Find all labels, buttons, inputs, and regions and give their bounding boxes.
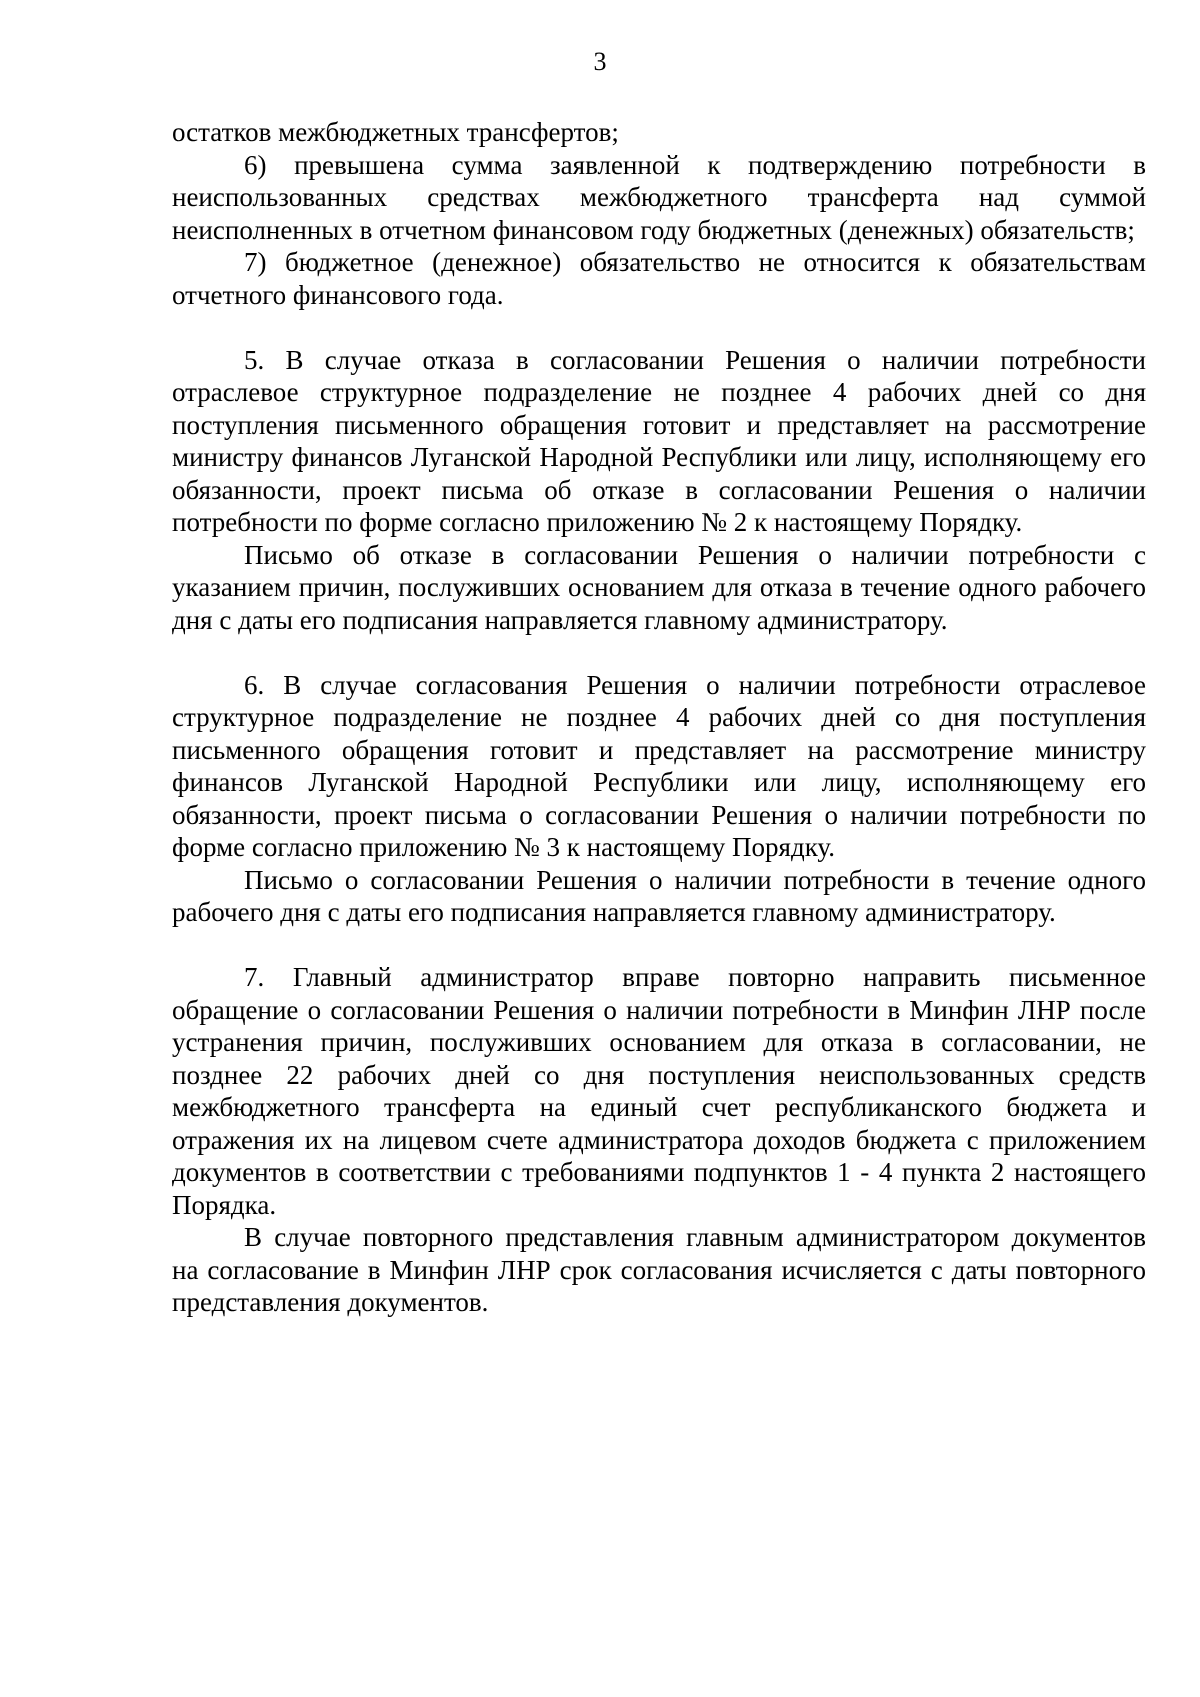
paragraph-section-7: 7. Главный администратор вправе повторно направить письменное обращение о согласовании Решения о наличии потребности в Минфин ЛНР после устранения причин, послуживших основанием для отказа в согласовании, не позднее 22 рабочих дней со дня поступления неиспользованных средств межбюджетного трансферта на единый счет республиканского бюджета и отражения их на лицевом счете администратора доходов бюджета с приложением документов в соответствии с требованиями подпунктов 1 - 4 пункта 2 настоящего Порядка. [172,962,1146,1220]
paragraph-section-7-resubmission: В случае повторного представления главным администратором документов на согласование в Минфин ЛНР срок согласования исчисляется с даты повторного представления документов. [172,1222,1146,1317]
document-body [172,116,1146,1319]
page-number: 3 [593,47,607,76]
paragraph-section-5: 5. В случае отказа в согласовании Решения о наличии потребности отраслевое структурное подразделение не позднее 4 рабочих дней со дня поступления письменного обращения готовит и представляет на рассмотрение министру финансов Луганской Народной Республики или лицу, исполняющему его обязанности, проект письма об отказе в согласовании Решения о наличии потребности по форме согласно приложению № 2 к настоящему Порядку. [172,344,1146,537]
paragraph-section-5-refusal-letter: Письмо об отказе в согласовании Решения о наличии потребности с указанием причин, послуживших основанием для отказа в течение одного рабочего дня с даты его подписания направляется главному администратору. [172,539,1146,635]
paragraph-item-7: 7) бюджетное (денежное) обязательство не относится к обязательствам отчетного финансового года. [172,247,1146,310]
paragraph-item-6: 6) превышена сумма заявленной к подтверждению потребности в неиспользованных средствах межбюджетного трансферта над суммой неисполненных в отчетном финансовом году бюджетных (денежных) обязательств; [172,149,1146,245]
paragraph-section-6-approval-letter: Письмо о согласовании Решения о наличии потребности в течение одного рабочего дня с даты его подписания направляется главному администратору. [172,864,1146,927]
paragraph-continuation: остатков межбюджетных трансфертов; [172,117,619,147]
paragraph-section-6: 6. В случае согласования Решения о наличии потребности отраслевое структурное подразделение не позднее 4 рабочих дней со дня поступления письменного обращения готовит и представляет на рассмотрение министру финансов Луганской Народной Республики или лицу, исполняющему его обязанности, проект письма о согласовании Решения о наличии потребности по форме согласно приложению № 3 к настоящему Порядку. [172,669,1146,862]
